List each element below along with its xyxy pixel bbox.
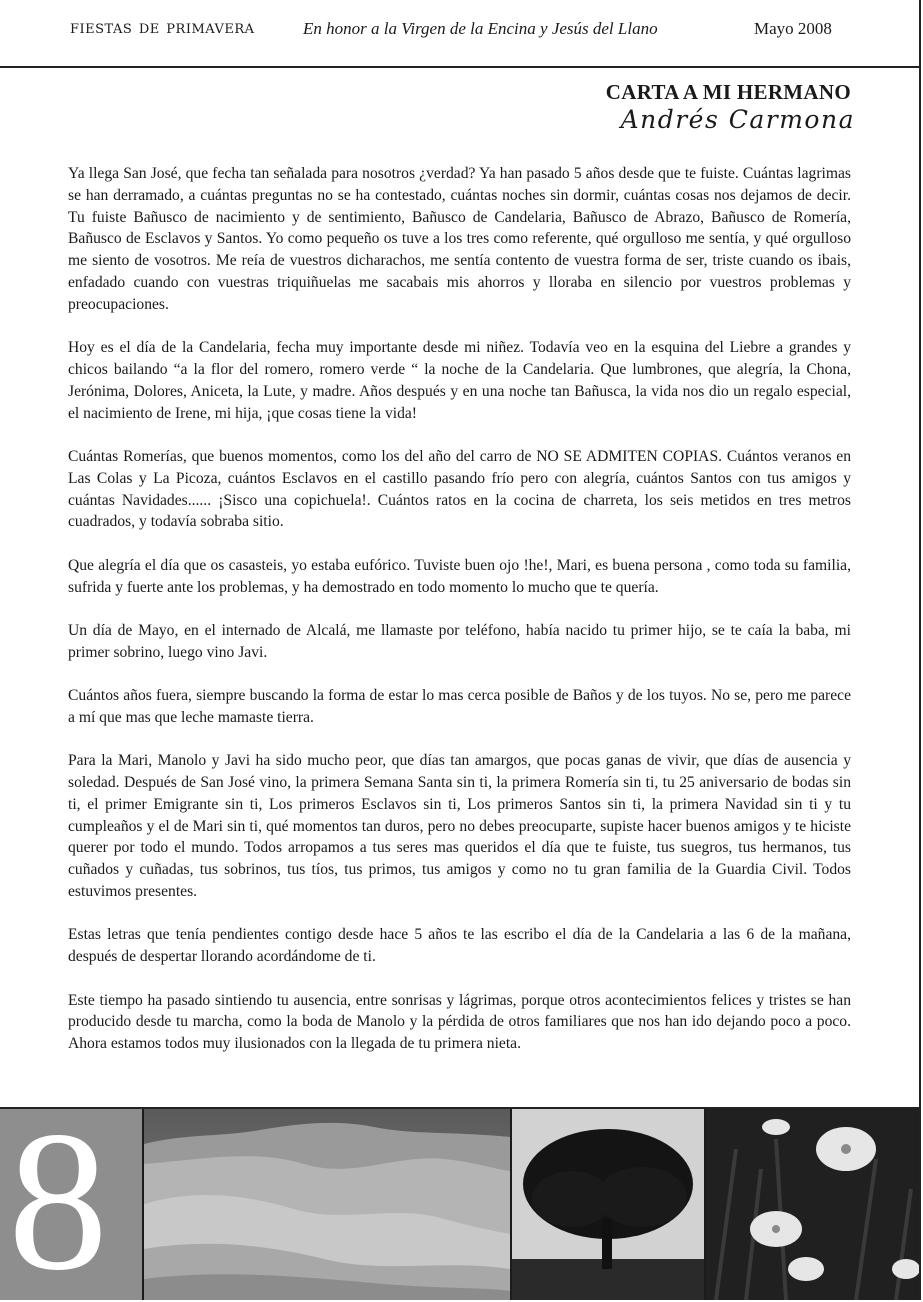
dedication-text: En honor a la Virgen de la Encina y Jesús del Llano (303, 19, 658, 38)
paragraph: Estas letras que tenía pendientes contigo desde hace 5 años te las escribo el día de la Candelaria a las 6 de la mañana, después de despertar llorando acordándome de ti. (68, 926, 851, 966)
paragraph: Ya llega San José, que fecha tan señalada para nosotros ¿verdad? Ya han pasado 5 años desde que te fuiste. Cuántas lagrimas se han derramado, a cuántas preguntas no se ha contestado, cuántas noches sin dormir, cuántas cosas nos dejamos de decir. Tu fuiste Bañusco de nacimiento y de sentimiento, Bañusco de Candelaria, Bañusco de Abrazo, Bañusco de Romería, Bañusco de Esclavos y Santos. Yo como pequeño os tuve a los tres como referente, qué orgulloso me sentía, y qué orgulloso me siento de vosotros. Me reía de vuestros dicharachos, me sentía contento de vuestra forma de ser, triste cuando os ibais, enfadado cuando con vuestras triquiñuelas me sacabais mis ahorros y lloraba en silencio por vuestros problemas y preocupaciones. (68, 165, 851, 313)
publication-name: fiestas de primavera (70, 16, 255, 38)
page-header (0, 0, 919, 68)
issue-date: Mayo 2008 (754, 19, 832, 38)
article-title: CARTA A MI HERMANO (605, 80, 851, 104)
paragraph: Para la Mari, Manolo y Javi ha sido mucho peor, que días tan amargos, que pocas ganas de vivir, que días de ausencia y soledad. Después de San José vino, la primera Semana Santa sin ti, la primera Romería sin ti, tu 25 aniversario de bodas sin ti, el primer Emigrante sin ti, Los primeros Esclavos sin ti, Los primeros Santos sin ti, la primera Navidad sin ti y tu cumpleaños y el de Mari sin ti, qué momentos tan duros, pero no debes preocuparte, supiste hacer buenos amigos y te hiciste querer por todo el mundo. Todos arropamos a tus seres mas queridos el día que te fuiste, tus suegros, tus hermanos, tus cuñados y cuñadas, tus sobrinos, tus tíos, tus primos, tus amigos y como no tu gran familia de la Guardia Civil. Todos estuvimos presentes. (68, 752, 851, 901)
paragraph: Cuántas Romerías, que buenos momentos, como los del año del carro de NO SE ADMITEN COPIAS. Cuántos veranos en Las Colas y La Picoza, cuántos Esclavos en el castillo pasando frío pero con alegría, cuántos Santos con tus amigos y cuántas Navidades...... ¡Sisco una copichuela!. Cuántos ratos en la cocina de charreta, los seis metidos en tres metros cuadrados, y todavía sobraba sitio. (68, 447, 851, 531)
article-body (68, 163, 851, 1077)
hills-landscape-photo (144, 1109, 510, 1300)
paragraph: Un día de Mayo, en el internado de Alcalá, me llamaste por teléfono, había nacido tu primer hijo, se te caía la baba, mi primer sobrino, luego vino Javi. (68, 621, 851, 661)
page-number-box (0, 1109, 142, 1300)
paragraph: Este tiempo ha pasado sintiendo tu ausencia, entre sonrisas y lágrimas, porque otros acontecimientos felices y tristes se han producido desde tu marcha, como la boda de Manolo y la pérdida de otros familiares que nos han ido dejando poco a poco. Ahora estamos todos muy ilusionados con la llegada de tu primera nieta. (68, 991, 851, 1053)
photo-strip (0, 1107, 919, 1300)
paragraph: Que alegría el día que os casasteis, yo estaba eufórico. Tuviste buen ojo !he!, Mari, es buena persona , como toda su familia, sufrida y fuerte ante los problemas, y ha demostrado en todo momento lo mucho que te quería. (68, 556, 851, 596)
tree-photo (512, 1109, 704, 1300)
flowers-photo (706, 1109, 919, 1300)
article-heading (606, 80, 855, 134)
page-number: 8 (8, 1107, 108, 1300)
paragraph: Hoy es el día de la Candelaria, fecha muy importante desde mi niñez. Todavía veo en la esquina del Liebre a grandes y chicos bailando “a la flor del romero, romero verde “ la noche de la Candelaria. Que lumbrones, que alegría, la Chona, Jerónima, Dolores, Aniceta, la Lute, y madre. Años después y en una noche tan Bañusca, la vida nos dio un regalo especial, el nacimiento de Irene, mi hija, ¡que cosas tiene la vida! (68, 339, 851, 422)
paragraph: Cuántos años fuera, siempre buscando la forma de estar lo mas cerca posible de Baños y de los tuyos. No se, pero me parece a mí que mas que leche mamaste tierra. (68, 687, 851, 726)
article-author: Andrés Carmona (620, 105, 855, 134)
